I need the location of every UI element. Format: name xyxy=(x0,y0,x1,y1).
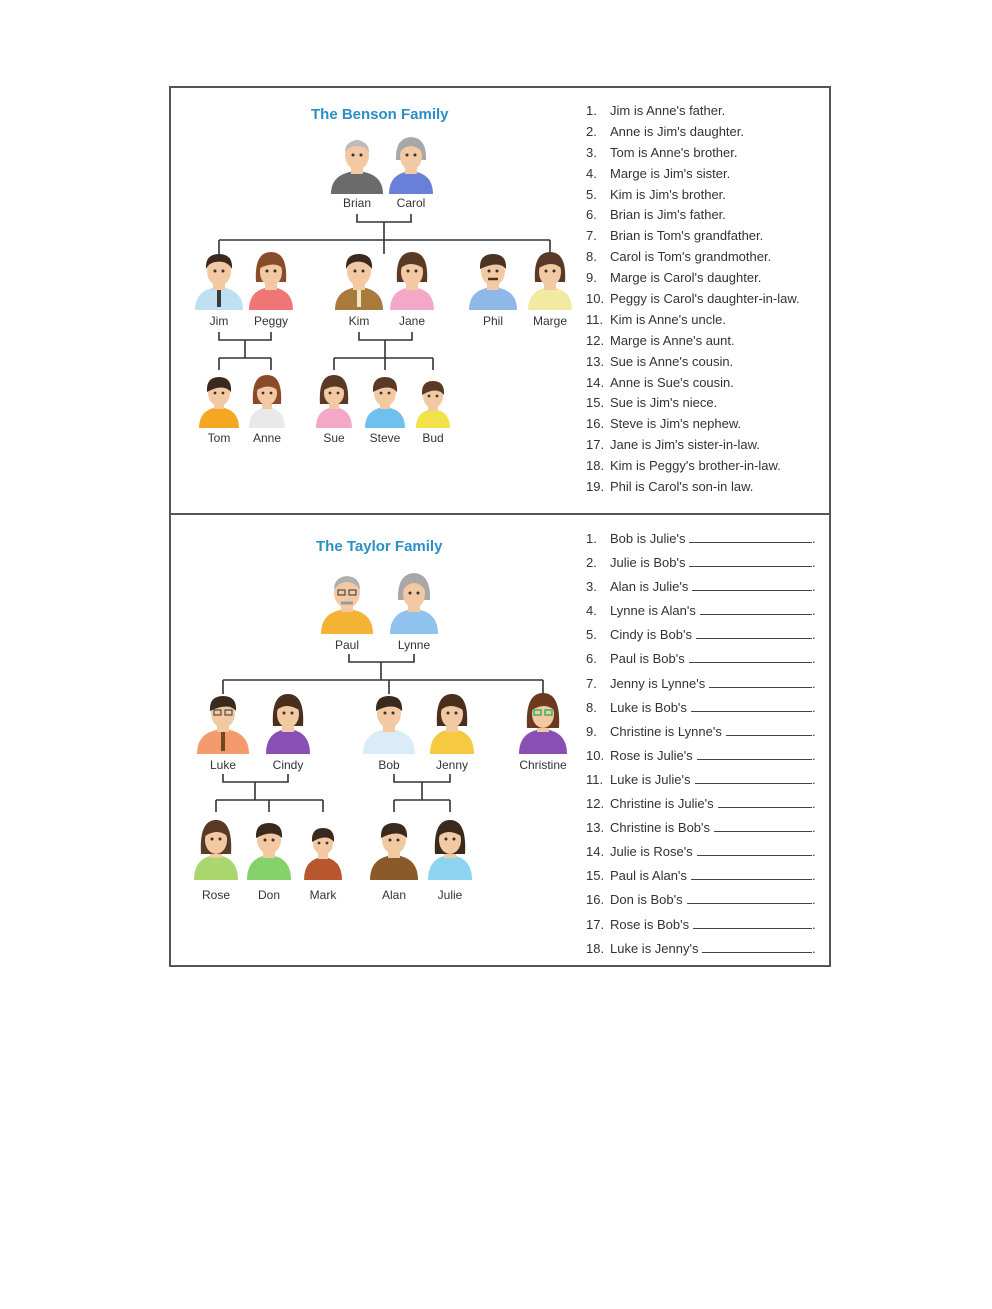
benson-statement xyxy=(586,291,800,312)
statement-text: Jane is Jim's sister-in-law. xyxy=(610,437,760,453)
exercise-text: Julie is Bob's xyxy=(610,555,686,571)
statement-text: Anne is Sue's cousin. xyxy=(610,374,734,390)
answer-blank[interactable] xyxy=(687,895,812,904)
section-divider xyxy=(171,513,829,515)
avatar-rose xyxy=(194,820,238,880)
avatar-alan xyxy=(370,823,418,880)
avatar-bud xyxy=(416,381,450,428)
name-christine: Christine xyxy=(519,758,567,772)
exercise-text: Don is Bob's xyxy=(610,892,683,908)
sentence-period: . xyxy=(812,627,816,643)
sentence-period: . xyxy=(812,940,816,956)
exercise-text: Lynne is Alan's xyxy=(610,603,696,619)
avatar-sue xyxy=(316,375,352,428)
benson-family-tree xyxy=(171,88,581,508)
answer-blank[interactable] xyxy=(689,558,812,567)
avatar-cindy xyxy=(266,694,310,754)
sentence-period: . xyxy=(812,675,816,691)
answer-blank[interactable] xyxy=(689,654,812,663)
name-peggy: Peggy xyxy=(253,314,289,328)
benson-statement xyxy=(586,270,800,291)
exercise-text: Alan is Julie's xyxy=(610,579,689,595)
avatar-jenny xyxy=(430,694,474,754)
name-jenny: Jenny xyxy=(435,758,469,772)
statement-number: 2. xyxy=(586,123,597,139)
avatar-christine xyxy=(519,693,567,754)
taylor-exercise xyxy=(586,700,816,724)
statement-number: 18. xyxy=(586,458,605,474)
avatar-phil xyxy=(469,254,517,310)
statement-number: 4. xyxy=(586,165,597,181)
exercise-number: 3. xyxy=(586,579,597,595)
exercise-number: 10. xyxy=(586,747,605,763)
avatar-bob xyxy=(363,696,415,754)
exercise-text: Julie is Rose's xyxy=(610,844,693,860)
benson-statement xyxy=(586,375,800,396)
exercise-number: 9. xyxy=(586,723,597,739)
exercise-text: Paul is Bob's xyxy=(610,651,685,667)
statement-text: Anne is Jim's daughter. xyxy=(610,123,744,139)
benson-statement xyxy=(586,312,800,333)
taylor-exercise xyxy=(586,892,816,916)
exercise-text: Bob is Julie's xyxy=(610,531,686,546)
name-jim: Jim xyxy=(209,314,229,328)
benson-statement xyxy=(586,103,800,124)
name-kim: Kim xyxy=(348,314,370,328)
statement-text: Sue is Jim's niece. xyxy=(610,395,718,411)
statement-number: 15. xyxy=(586,395,605,411)
sentence-period: . xyxy=(812,531,816,546)
avatar-anne xyxy=(249,375,285,428)
taylor-exercise xyxy=(586,531,816,555)
exercise-number: 8. xyxy=(586,699,597,715)
benson-statement xyxy=(586,249,800,270)
answer-blank[interactable] xyxy=(689,534,812,543)
taylor-family-title: The Taylor Family xyxy=(316,538,443,555)
worksheet xyxy=(169,86,831,967)
taylor-family-tree xyxy=(171,518,581,958)
answer-blank[interactable] xyxy=(709,679,812,688)
answer-blank[interactable] xyxy=(700,606,812,615)
sentence-period: . xyxy=(812,796,816,812)
avatar-luke xyxy=(197,696,249,754)
name-anne: Anne xyxy=(252,431,282,445)
taylor-exercise xyxy=(586,627,816,651)
avatar-jane xyxy=(390,252,434,310)
exercise-number: 17. xyxy=(586,916,605,932)
sentence-period: . xyxy=(812,555,816,571)
statement-number: 1. xyxy=(586,103,597,118)
exercise-number: 7. xyxy=(586,675,597,691)
name-steve: Steve xyxy=(369,431,401,445)
taylor-exercise xyxy=(586,796,816,820)
taylor-exercise xyxy=(586,772,816,796)
avatar-paul xyxy=(321,576,373,634)
taylor-exercise xyxy=(586,676,816,700)
exercise-text: Paul is Alan's xyxy=(610,868,687,884)
exercise-text: Rose is Bob's xyxy=(610,916,690,932)
exercise-text: Christine is Lynne's xyxy=(610,723,722,739)
benson-statement xyxy=(586,166,800,187)
statement-text: Tom is Anne's brother. xyxy=(610,144,738,160)
sentence-period: . xyxy=(812,844,816,860)
statement-number: 12. xyxy=(586,332,605,348)
exercise-text: Luke is Jenny's xyxy=(610,940,699,956)
name-bob: Bob xyxy=(378,758,400,772)
exercise-number: 18. xyxy=(586,940,605,956)
answer-blank[interactable] xyxy=(691,871,812,880)
exercise-number: 14. xyxy=(586,844,605,860)
exercise-text: Cindy is Bob's xyxy=(610,627,692,643)
statement-number: 9. xyxy=(586,270,597,286)
exercise-text: Christine is Julie's xyxy=(610,796,714,812)
name-mark: Mark xyxy=(309,888,337,902)
taylor-exercise xyxy=(586,917,816,941)
benson-statement xyxy=(586,145,800,166)
avatar-kim xyxy=(335,254,383,310)
statement-number: 17. xyxy=(586,437,605,453)
exercise-text: Luke is Julie's xyxy=(610,771,691,787)
statement-number: 16. xyxy=(586,416,605,432)
statement-number: 8. xyxy=(586,249,597,265)
benson-statement xyxy=(586,124,800,145)
exercise-number: 13. xyxy=(586,820,605,836)
benson-statement xyxy=(586,416,800,437)
statement-text: Marge is Carol's daughter. xyxy=(610,270,762,286)
statement-text: Carol is Tom's grandmother. xyxy=(610,249,772,265)
avatar-don xyxy=(247,823,291,880)
statement-text: Peggy is Carol's daughter-in-law. xyxy=(610,291,800,307)
exercise-number: 5. xyxy=(586,627,597,643)
sentence-period: . xyxy=(812,579,816,595)
name-phil: Phil xyxy=(482,314,504,328)
name-paul: Paul xyxy=(334,638,360,652)
statement-text: Brian is Jim's father. xyxy=(610,207,726,223)
statement-text: Kim is Peggy's brother-in-law. xyxy=(610,458,781,474)
benson-statement xyxy=(586,458,800,479)
answer-blank[interactable] xyxy=(696,630,812,639)
taylor-exercise xyxy=(586,724,816,748)
benson-family-title: The Benson Family xyxy=(311,106,449,123)
exercise-number: 2. xyxy=(586,555,597,571)
name-julie: Julie xyxy=(437,888,463,902)
taylor-exercise xyxy=(586,868,816,892)
exercise-text: Christine is Bob's xyxy=(610,820,711,836)
name-cindy: Cindy xyxy=(272,758,304,772)
benson-statements xyxy=(586,103,800,500)
taylor-exercise xyxy=(586,941,816,965)
name-alan: Alan xyxy=(381,888,407,902)
avatar-tom xyxy=(199,377,239,428)
avatar-marge xyxy=(528,252,572,310)
answer-blank[interactable] xyxy=(714,823,812,832)
name-rose: Rose xyxy=(201,888,231,902)
taylor-exercise xyxy=(586,603,816,627)
exercise-number: 1. xyxy=(586,531,597,546)
name-carol: Carol xyxy=(396,196,426,210)
avatar-steve xyxy=(365,377,405,428)
sentence-period: . xyxy=(812,699,816,715)
avatar-mark xyxy=(304,828,342,880)
sentence-period: . xyxy=(812,651,816,667)
benson-statement xyxy=(586,228,800,249)
statement-text: Marge is Jim's sister. xyxy=(610,165,731,181)
sentence-period: . xyxy=(812,603,816,619)
name-don: Don xyxy=(257,888,281,902)
sentence-period: . xyxy=(812,868,816,884)
exercise-text: Luke is Bob's xyxy=(610,699,687,715)
answer-blank[interactable] xyxy=(702,944,812,953)
benson-statement xyxy=(586,354,800,375)
statement-number: 14. xyxy=(586,374,605,390)
sentence-period: . xyxy=(812,723,816,739)
name-sue: Sue xyxy=(323,431,345,445)
avatar-julie xyxy=(428,820,472,880)
taylor-exercise xyxy=(586,555,816,579)
statement-text: Brian is Tom's grandfather. xyxy=(610,228,764,244)
benson-statement xyxy=(586,207,800,228)
exercise-number: 11. xyxy=(586,771,604,787)
answer-blank[interactable] xyxy=(726,727,812,736)
statement-number: 11. xyxy=(586,311,604,327)
statement-number: 13. xyxy=(586,353,605,369)
name-brian: Brian xyxy=(342,196,372,210)
statement-number: 3. xyxy=(586,144,597,160)
exercise-text: Jenny is Lynne's xyxy=(610,675,706,691)
taylor-exercise xyxy=(586,844,816,868)
answer-blank[interactable] xyxy=(691,703,812,712)
taylor-exercise xyxy=(586,820,816,844)
taylor-exercise xyxy=(586,748,816,772)
exercise-number: 16. xyxy=(586,892,605,908)
statement-number: 6. xyxy=(586,207,597,223)
sentence-period: . xyxy=(812,747,816,763)
statement-number: 5. xyxy=(586,186,597,202)
benson-statement xyxy=(586,479,800,500)
avatar-carol xyxy=(389,137,433,194)
answer-blank[interactable] xyxy=(697,847,812,856)
avatar-lynne xyxy=(390,573,438,634)
answer-blank[interactable] xyxy=(693,920,812,929)
answer-blank[interactable] xyxy=(692,582,812,591)
benson-statement xyxy=(586,395,800,416)
benson-statement xyxy=(586,187,800,208)
statement-text: Sue is Anne's cousin. xyxy=(610,353,734,369)
statement-text: Phil is Carol's son-in law. xyxy=(610,479,754,495)
taylor-exercise xyxy=(586,651,816,675)
exercise-number: 4. xyxy=(586,603,597,619)
sentence-period: . xyxy=(812,916,816,932)
statement-text: Steve is Jim's nephew. xyxy=(610,416,742,432)
taylor-exercises xyxy=(586,531,816,965)
avatar-brian xyxy=(331,140,383,194)
statement-text: Kim is Anne's uncle. xyxy=(610,311,726,327)
statement-number: 19. xyxy=(586,479,605,495)
avatar-peggy xyxy=(249,252,293,310)
exercise-number: 15. xyxy=(586,868,605,884)
answer-blank[interactable] xyxy=(695,775,812,784)
exercise-text: Rose is Julie's xyxy=(610,747,693,763)
sentence-period: . xyxy=(812,820,816,836)
avatar-jim xyxy=(195,254,243,310)
exercise-number: 6. xyxy=(586,651,597,667)
sentence-period: . xyxy=(812,771,816,787)
sentence-period: . xyxy=(812,892,816,908)
statement-text: Marge is Anne's aunt. xyxy=(610,332,735,348)
name-tom: Tom xyxy=(207,431,231,445)
taylor-exercise xyxy=(586,579,816,603)
statement-number: 10. xyxy=(586,291,605,307)
name-bud: Bud xyxy=(422,431,444,445)
name-lynne: Lynne xyxy=(397,638,431,652)
exercise-number: 12. xyxy=(586,796,605,812)
statement-text: Jim is Anne's father. xyxy=(610,103,726,118)
statement-number: 7. xyxy=(586,228,597,244)
benson-statement xyxy=(586,333,800,354)
answer-blank[interactable] xyxy=(718,799,812,808)
name-jane: Jane xyxy=(398,314,426,328)
name-marge: Marge xyxy=(532,314,568,328)
answer-blank[interactable] xyxy=(697,751,812,760)
benson-statement xyxy=(586,437,800,458)
name-luke: Luke xyxy=(209,758,237,772)
statement-text: Kim is Jim's brother. xyxy=(610,186,726,202)
